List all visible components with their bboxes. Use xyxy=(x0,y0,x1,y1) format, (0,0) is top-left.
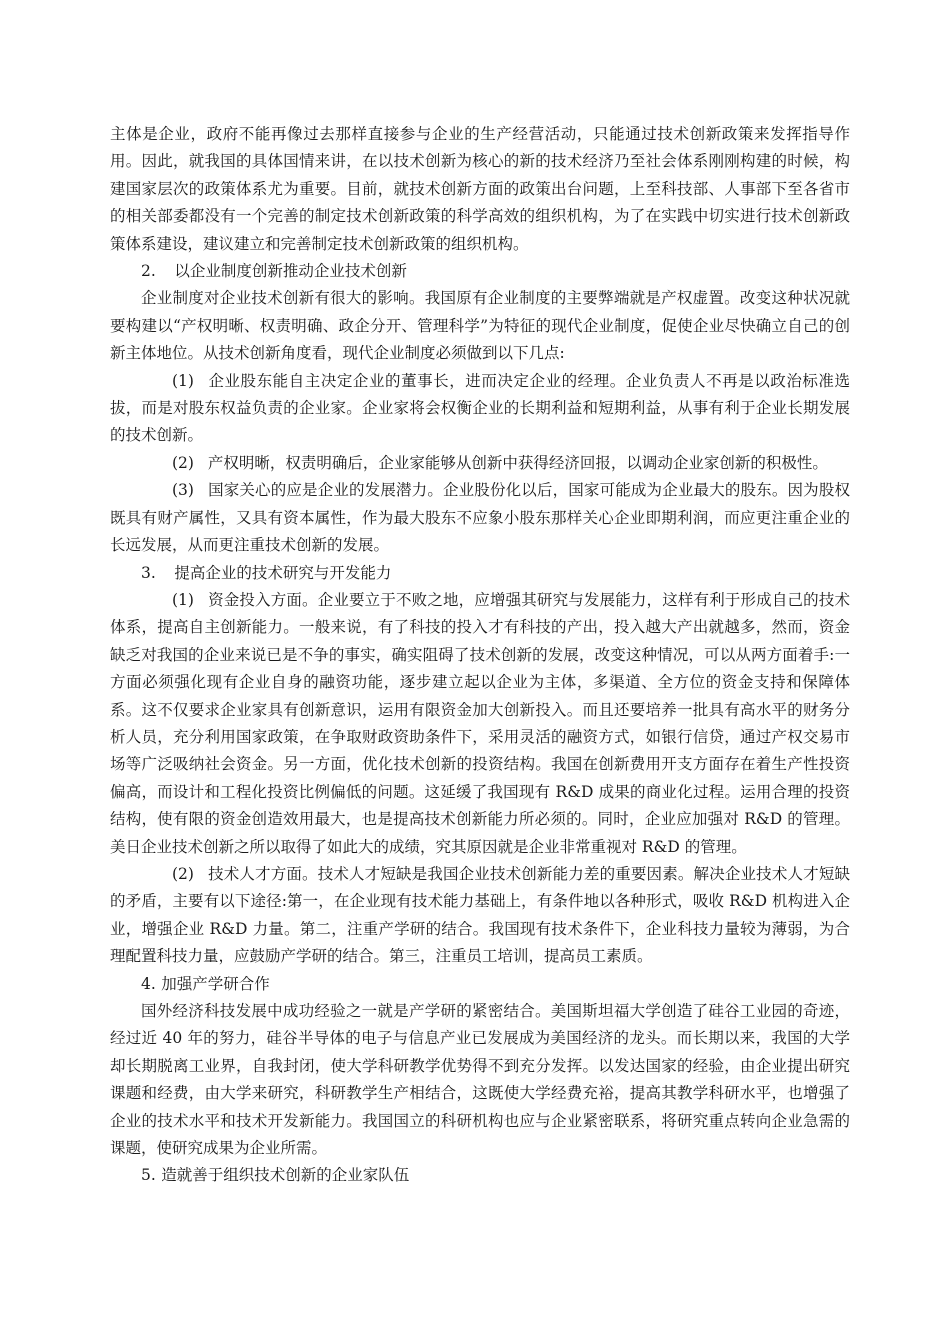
list-item-3 xyxy=(110,477,850,559)
section-heading-2 xyxy=(110,258,850,285)
item-number: (3) xyxy=(172,481,194,500)
item-text: 资金投入方面。企业要立于不败之地，应增强其研究与发展能力，这样有利于形成自己的技术体系，提高自主创新能力。一般来说，有了科技的投入才有科技的产出，投入越大产出就越多，然而，资金缺乏对我国的企业来说已是不争的事实，确实阻碍了技术创新的发展，改变这种情况，可以从两方面着手:一方面必须强化现有企业自身的融资功能，逐步建立起以企业为主体，多渠道、全方位的资金支持和保障体系。这不仅要求企业家具有创新意识，运用有限资金加大创新投入。而且还要培养一批具有高水平的财务分析人员，充分利用国家政策，在争取财政资助条件下，采用灵活的融资方式，如银行信贷，通过产权交易市场等广泛吸纳社会资金。另一方面，优化技术创新的投资结构。我国在创新费用开支方面存在着生产性投资偏高，而设计和工程化投资比例偏低的问题。这延缓了我国现有 R&D 成果的商业化过程。运用合理的投资结构，使有限的资金创造效用最大，也是提高技术创新能力所必须的。同时，企业应加强对 R&D 的管理。美日企业技术创新之所以取得了如此大的成绩，究其原因就是企业非常重视对 R&D 的管理。 xyxy=(110,590,850,856)
section-number: 4. xyxy=(141,974,156,993)
list-item-talent xyxy=(110,861,850,971)
section-title: 加强产学研合作 xyxy=(161,974,270,993)
item-number: (1) xyxy=(172,590,194,609)
item-text: 国家关心的应是企业的发展潜力。企业股份化以后，国家可能成为企业最大的股东。因为股权既具有财产属性，又具有资本属性，作为最大股东不应象小股东那样关心企业即期利润，而应更注重企业的长远发展，从而更注重技术创新的发展。 xyxy=(110,481,850,555)
section-heading-3 xyxy=(110,560,850,587)
list-item-2 xyxy=(110,450,850,477)
item-number: (1) xyxy=(172,371,194,390)
list-item-1 xyxy=(110,368,850,450)
paragraph-enterprise-system: 企业制度对企业技术创新有很大的影响。我国原有企业制度的主要弊端就是产权虚置。改变这种状况就要构建以“产权明晰、权责明确、政企分开、管理科学”为特征的现代企业制度，促使企业尽快确立自己的创新主体地位。从技术创新角度看，现代企业制度必须做到以下几点: xyxy=(110,289,850,363)
section-title: 以企业制度创新推动企业技术创新 xyxy=(174,262,407,281)
item-number: (2) xyxy=(172,864,194,883)
item-text: 产权明晰，权责明确后，企业家能够从创新中获得经济回报，以调动企业家创新的积极性。 xyxy=(207,453,828,472)
section-heading-5 xyxy=(110,1162,850,1189)
list-item-funding xyxy=(110,587,850,861)
paragraph-intro: 主体是企业，政府不能再像过去那样直接参与企业的生产经营活动，只能通过技术创新政策来发挥指导作用。因此，就我国的具体国情来讲，在以技术创新为核心的新的技术经济乃至社会体系刚刚构建的时候，构建国家层次的政策体系尤为重要。目前，就技术创新方面的政策出台问题，上至科技部、人事部下至各省市的相关部委都没有一个完善的制定技术创新政策的科学高效的组织机构，为了在实践中切实进行技术创新政策体系建设，建议建立和完善制定技术创新政策的组织机构。 xyxy=(110,125,850,253)
section-number: 3. xyxy=(141,563,156,582)
section-heading-4 xyxy=(110,971,850,998)
item-text: 企业股东能自主决定企业的董事长，进而决定企业的经理。企业负责人不再是以政治标准选拔，而是对股东权益负责的企业家。企业家将会权衡企业的长期利益和短期利益，从事有利于企业长期发展的技术创新。 xyxy=(110,371,850,445)
section-number: 5. xyxy=(141,1166,156,1185)
section-number: 2. xyxy=(141,262,156,281)
item-number: (2) xyxy=(172,453,194,472)
section-title: 提高企业的技术研究与开发能力 xyxy=(174,563,392,582)
section-title: 造就善于组织技术创新的企业家队伍 xyxy=(161,1166,410,1185)
document-page xyxy=(110,121,850,1190)
paragraph-industry-academia: 国外经济科技发展中成功经验之一就是产学研的紧密结合。美国斯坦福大学创造了硅谷工业园的奇迹，经过近 40 年的努力，硅谷半导体的电子与信息产业已发展成为美国经济的龙头。而长期以来，我国的大学却长期脱离工业界，自我封闭，使大学科研教学优势得不到充分发挥。以发达国家的经验，由企业提出研究课题和经费，由大学来研究，科研教学生产相结合，这既使大学经费充裕，提高其教学科研水平，也增强了企业的技术水平和技术开发新能力。我国国立的科研机构也应与企业紧密联系，将研究重点转向企业急需的课题，使研究成果为企业所需。 xyxy=(110,1002,850,1158)
item-text: 技术人才方面。技术人才短缺是我国企业技术创新能力差的重要因素。解决企业技术人才短缺的矛盾，主要有以下途径:第一，在企业现有技术能力基础上，有条件地以各种形式，吸收 R&D 机构进入企业，增强企业 R&D 力量。第二，注重产学研的结合。我国现有技术条件下，企业科技力量较为薄弱，为合理配置科技力量，应鼓励产学研的结合。第三，注重员工培训，提高员工素质。 xyxy=(110,864,850,966)
